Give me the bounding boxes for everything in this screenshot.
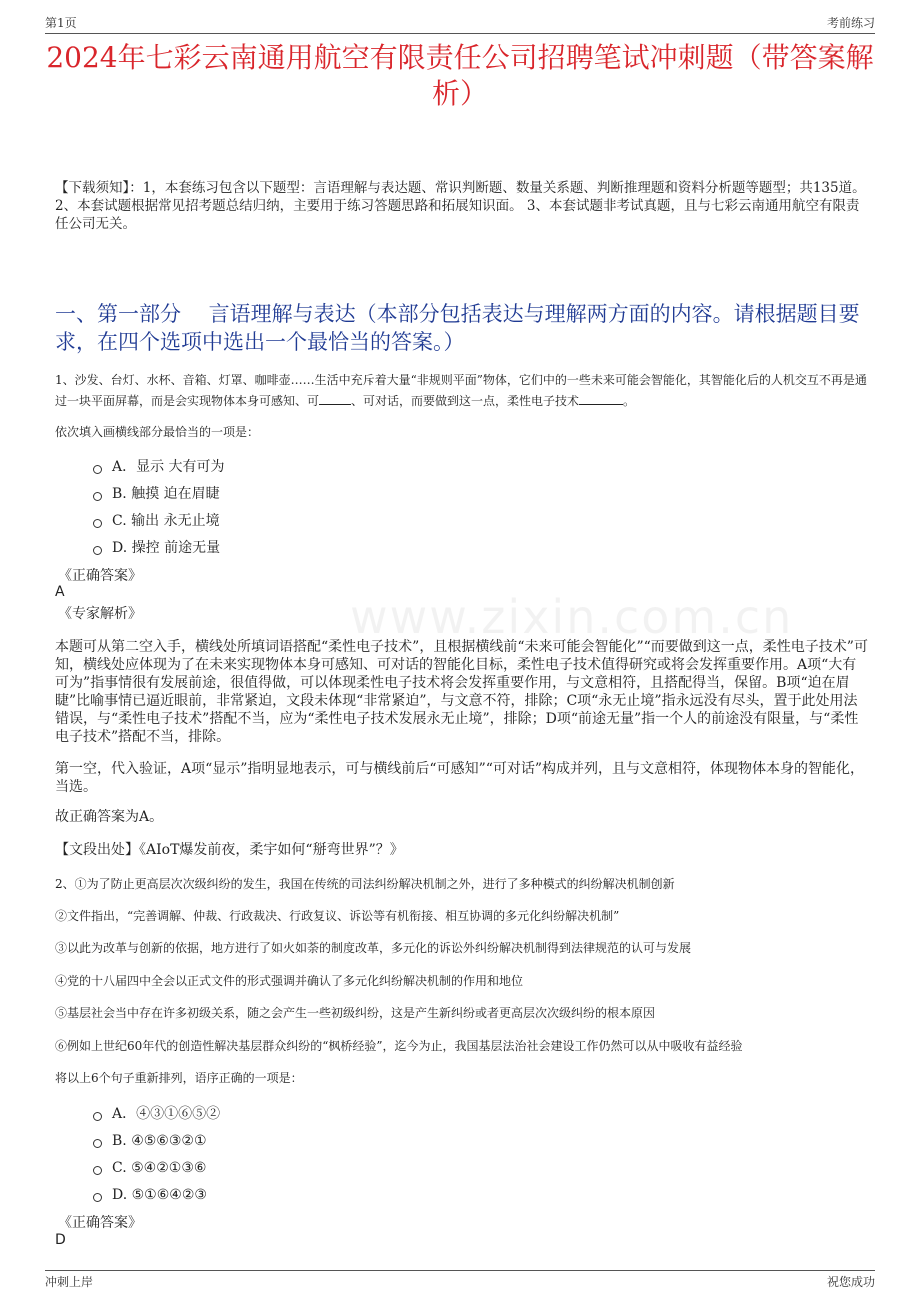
q2-sentence-3: ③以此为改革与创新的依据，地方进行了如火如荼的制度改革，多元化的诉讼外纠纷解决机制得到法律规范的认可与发展: [55, 941, 692, 955]
blank-1: [319, 392, 351, 405]
download-notice: 【下载须知】：1，本套练习包含以下题型：言语理解与表达题、常识判断题、数量关系题、判断推理题和资料分析题等题型；共135道。 2、本套试题根据常见招考题总结归纳，主要用于练习答题思路和拓展知识面。 3、本套试题非考试真题，且与七彩云南通用航空有限责任公司无关。: [55, 180, 866, 232]
q2-prompt: 将以上6个句子重新排列，语序正确的一项是：: [55, 1071, 303, 1085]
q1-option-c[interactable]: C. 输出 永无止境: [93, 512, 220, 530]
radio-icon[interactable]: [93, 1166, 102, 1175]
q1-source: 【文段出处】《AIoT爆发前夜，柔宇如何“掰弯世界”？》: [55, 842, 404, 858]
q1-analysis-label: 《专家解析》: [58, 606, 142, 622]
radio-icon[interactable]: [93, 465, 102, 474]
q2-option-c[interactable]: C. ⑤④②①③⑥: [93, 1159, 206, 1177]
q2-option-b[interactable]: B. ④⑤⑥③②①: [93, 1132, 207, 1150]
question-1-text: 1、沙发、台灯、水杯、音箱、灯罩、咖啡壶……生活中充斥着大量“非规则平面”物体，它们中的一些未来可能会智能化，其智能化后的人机交互不再是通过一块平面屏幕，而是会实现物体本身可感知、可 、可对话，而要做到这一点，柔性电子技术 。: [55, 373, 867, 408]
q1-option-a[interactable]: A．显示 大有可为: [93, 458, 225, 476]
footer-right: 祝您成功: [826, 1275, 875, 1289]
footer-divider: [45, 1270, 875, 1271]
q2-sentence-4: ④党的十八届四中全会以正式文件的形式强调并确认了多元化纠纷解决机制的作用和地位: [55, 974, 524, 988]
q1-analysis-paragraph-2: 第一空，代入验证，A项“显示”指明显地表示，可与横线前后“可感知”“可对话”构成并列，且与文意相符，体现物体本身的智能化，当选。: [55, 761, 865, 795]
q1-analysis-paragraph-1: 本题可从第二空入手，横线处所填词语搭配“柔性电子技术”，且根据横线前“未来可能会智能化”“而要做到这一点，柔性电子技术”可知，横线处应体现为了在未来实现物体本身可感知、可对话的智能化目标，柔性电子技术值得研究或将会发挥重要作用。A项“大有可为”指事情很有发展前途，很值得做，可以体现柔性电子技术将会发挥重要作用，与文意相符，且搭配得当，保留。B项“迫在眉睫”比喻事情已逼近眼前，非常紧迫，文段未体现“非常紧迫”，与文意不符，排除；C项“永无止境”指永远没有尽头，置于此处用法错误，与“柔性电子技术”搭配不当，应为“柔性电子技术发展永无止境”，排除；D项“前途无量”指一个人的前途没有限量，与“柔性电子技术”搭配不当，排除。: [55, 639, 868, 745]
radio-icon[interactable]: [93, 1112, 102, 1121]
q2-sentence-5: ⑤基层社会当中存在许多初级关系，随之会产生一些初级纠纷，这是产生新纠纷或者更高层次次级纠纷的根本原因: [55, 1006, 656, 1020]
q1-analysis-paragraph-3: 故正确答案为A。: [55, 809, 164, 825]
q2-sentence-2: ②文件指出，“完善调解、仲裁、行政裁决、行政复议、诉讼等有机衔接、相互协调的多元化纠纷解决机制”: [55, 909, 620, 923]
q1-answer: A: [55, 584, 65, 600]
q2-option-d[interactable]: D. ⑤①⑥④②③: [93, 1186, 207, 1204]
radio-icon[interactable]: [93, 492, 102, 501]
radio-icon[interactable]: [93, 1193, 102, 1202]
q2-sentence-6: ⑥例如上世纪60年代的创造性解决基层群众纠纷的“枫桥经验”，迄今为止，我国基层法治社会建设工作仍然可以从中吸收有益经验: [55, 1039, 743, 1053]
section-heading: 一、第一部分 言语理解与表达（本部分包括表达与理解两方面的内容。请根据题目要求，在四个选项中选出一个最恰当的答案。）: [55, 302, 860, 354]
q2-answer-label: 《正确答案》: [58, 1215, 142, 1231]
q1-answer-label: 《正确答案》: [58, 568, 142, 584]
q1-option-b[interactable]: B. 触摸 迫在眉睫: [93, 485, 220, 503]
header-divider: [45, 33, 875, 34]
radio-icon[interactable]: [93, 1139, 102, 1148]
q1-option-d[interactable]: D. 操控 前途无量: [93, 539, 220, 557]
q2-option-a[interactable]: A．④③①⑥⑤②: [93, 1105, 220, 1123]
header-category: 考前练习: [826, 16, 875, 30]
page-number: 第1页: [45, 16, 77, 30]
question-1-prompt: 依次填入画横线部分最恰当的一项是：: [55, 425, 260, 439]
q2-answer: D: [55, 1232, 66, 1248]
q2-sentence-1: 2、①为了防止更高层次次级纠纷的发生，我国在传统的司法纠纷解决机制之外，进行了多种模式的纠纷解决机制创新: [55, 877, 675, 891]
blank-2: [579, 392, 623, 405]
watermark: www.zixin.com.cn: [350, 590, 794, 644]
document-title: 2024年七彩云南通用航空有限责任公司招聘笔试冲刺题（带答案解析）: [46, 41, 874, 110]
radio-icon[interactable]: [93, 519, 102, 528]
footer-left: 冲刺上岸: [45, 1275, 94, 1289]
radio-icon[interactable]: [93, 546, 102, 555]
